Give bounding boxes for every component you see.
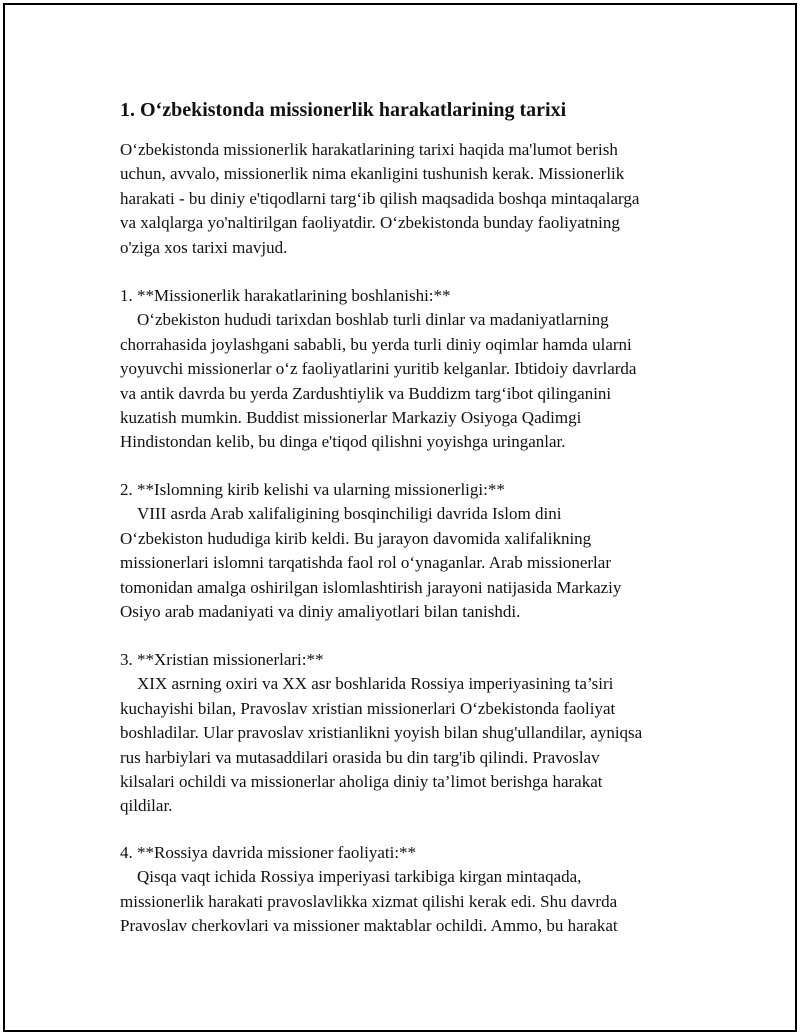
section-3 — [120, 648, 642, 819]
intro-line: va xalqlarga yo'naltirilgan faoliyatdir. O‘zbekistonda bunday faoliyatning — [120, 213, 620, 233]
section-1 — [120, 284, 636, 455]
section-line: Pravoslav cherkovlari va missioner maktablar ochildi. Ammo, bu harakat — [120, 916, 618, 936]
section-heading: 3. **Xristian missionerlari:** — [120, 650, 324, 669]
section-line: missionerlari islomni tarqatishda faol rol o‘ynaganlar. Arab missionerlar — [120, 553, 611, 573]
section-heading: 2. **Islomning kirib kelishi va ularning missionerligi:** — [120, 480, 505, 499]
section-heading: 1. **Missionerlik harakatlarining boshlanishi:** — [120, 286, 451, 305]
intro-paragraph — [120, 138, 639, 260]
section-heading: 4. **Rossiya davrida missioner faoliyati:** — [120, 843, 417, 862]
intro-line: uchun, avvalo, missionerlik nima ekanligini tushunish kerak. Missionerlik — [120, 164, 625, 184]
section-line: O‘zbekiston hududiga kirib keldi. Bu jarayon davomida xalifalikning — [120, 528, 592, 548]
section-line: Hindistondan kelib, bu dinga e'tiqod qilishni yoyishga uringanlar. — [120, 432, 566, 452]
intro-line: harakati - bu diniy e'tiqodlarni targ‘ib qilish maqsadida boshqa mintaqalarga — [120, 188, 640, 208]
section-line: Osiyo arab madaniyati va diniy amaliyotlari bilan tanishdi. — [120, 602, 521, 622]
section-line: kuzatish mumkin. Buddist missionerlar Markaziy Osiyoga Qadimgi — [120, 408, 582, 428]
section-line: kuchayishi bilan, Pravoslav xristian missionerlari O‘zbekistonda faoliyat — [120, 698, 616, 718]
document-title: 1. O‘zbekistonda missionerlik harakatlarining tarixi — [120, 99, 567, 121]
document-page — [3, 3, 797, 1032]
section-line: yoyuvchi missionerlar o‘z faoliyatlarini yuritib kelganlar. Ibtidoiy davrlarda — [120, 359, 637, 379]
section-line: rus harbiylari va mutasaddilari orasida bu din targ'ib qilindi. Pravoslav — [120, 747, 600, 767]
section-line: va antik davrda bu yerda Zardushtiylik va Buddizm targ‘ibot qilinganini — [120, 383, 612, 403]
section-line: boshladilar. Ular pravoslav xristianlikni yoyish bilan shug'ullandilar, ayniqsa — [120, 723, 643, 743]
section-line: missionerlik harakati pravoslavlikka xizmat qilishi kerak edi. Shu davrda — [120, 891, 618, 911]
intro-line: O‘zbekistonda missionerlik harakatlarining tarixi haqida ma'lumot berish — [120, 140, 618, 159]
section-line: Qisqa vaqt ichida Rossiya imperiyasi tarkibiga kirgan mintaqada, — [137, 867, 582, 887]
section-line: chorrahasida joylashgani sababli, bu yerda turli diniy oqimlar hamda ularni — [120, 334, 632, 354]
section-line: qildilar. — [120, 796, 173, 816]
section-2 — [120, 478, 621, 624]
section-line: tomonidan amalga oshirilgan islomlashtirish jarayoni natijasida Markaziy — [120, 577, 622, 597]
intro-line: o'ziga xos tarixi mavjud. — [120, 237, 288, 257]
section-line: VIII asrda Arab xalifaligining bosqinchiligi davrida Islom dini — [137, 504, 562, 524]
section-line: kilsalari ochildi va missionerlar aholiga diniy ta’limot berishga harakat — [120, 772, 603, 792]
section-line: XIX asrning oxiri va XX asr boshlarida Rossiya imperiyasining ta’siri — [137, 674, 614, 694]
section-4 — [120, 841, 618, 939]
section-line: O‘zbekiston hududi tarixdan boshlab turli dinlar va madaniyatlarning — [137, 310, 609, 330]
